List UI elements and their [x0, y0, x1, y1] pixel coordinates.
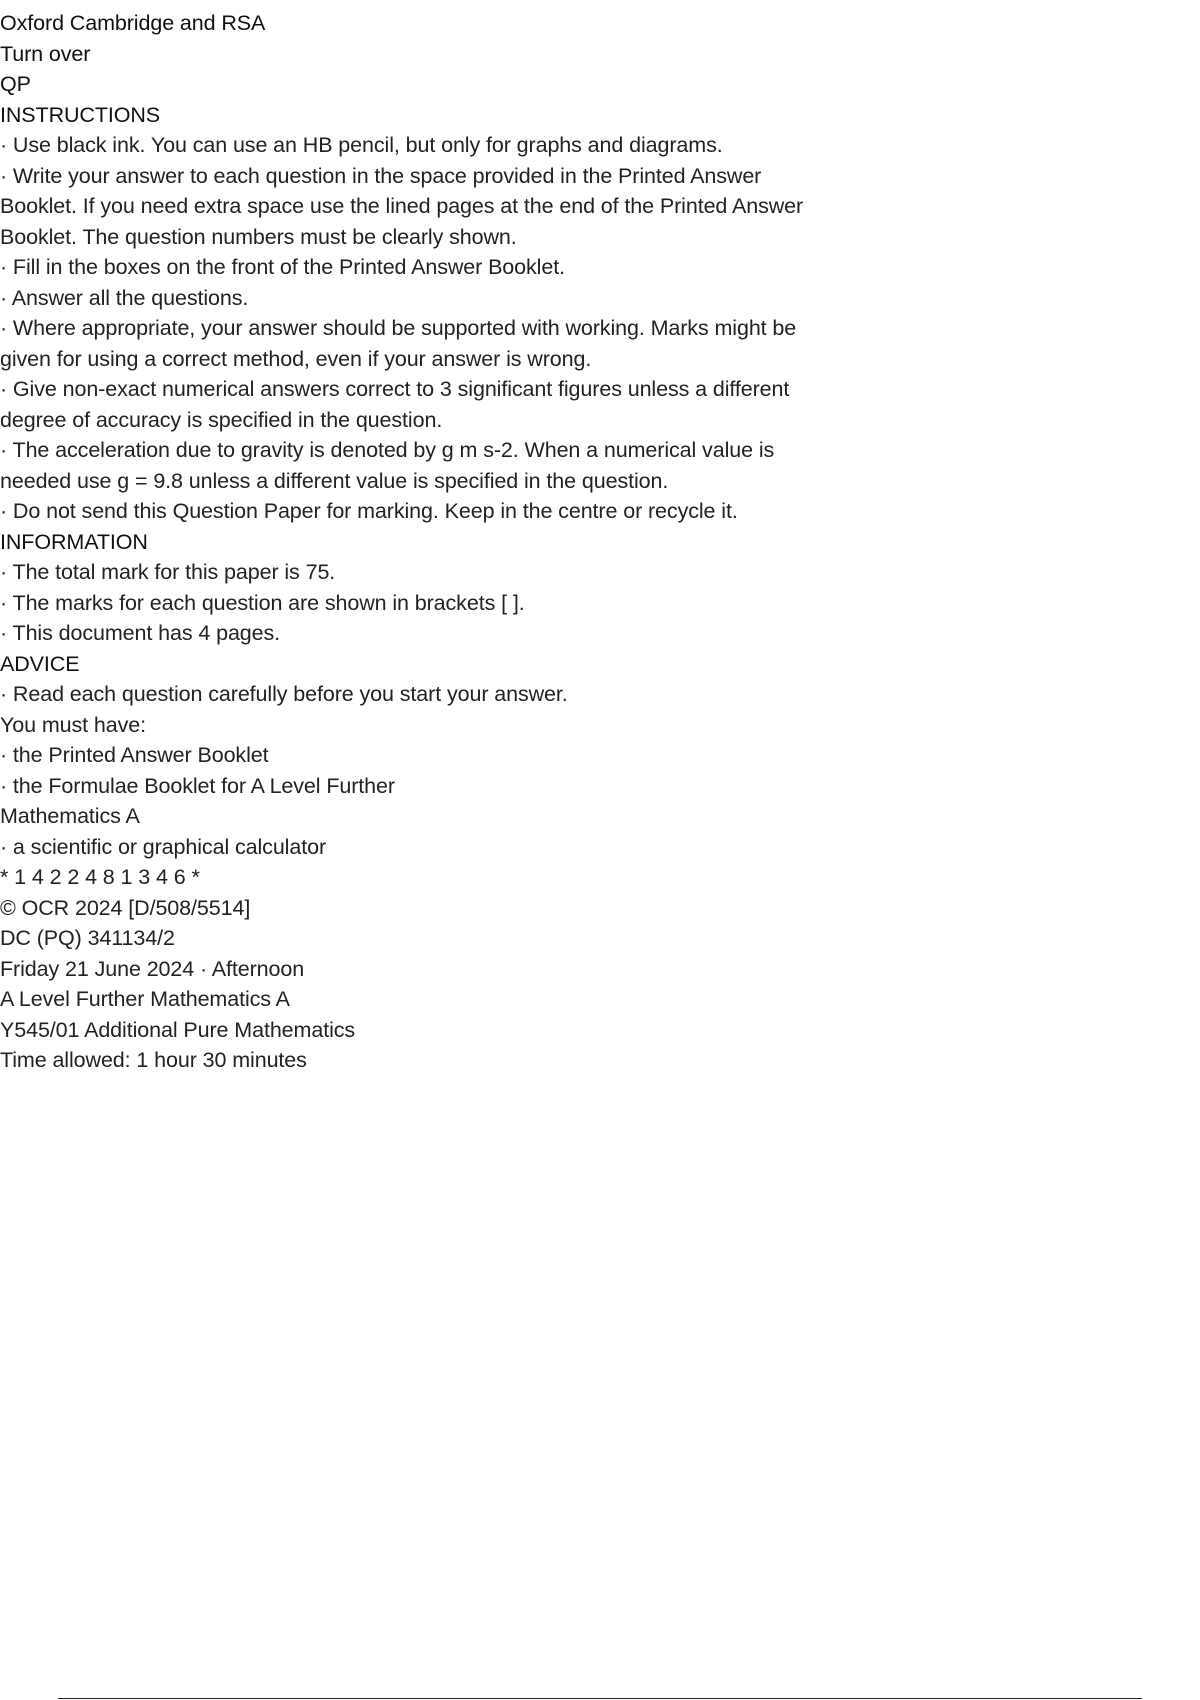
document-text-line: Mathematics A	[0, 804, 140, 828]
document-text-line: degree of accuracy is specified in the question.	[0, 407, 443, 432]
document-text-line: A Level Further Mathematics A	[0, 987, 290, 1011]
document-text-line: * 1 4 2 2 4 8 1 3 4 6 *	[0, 865, 200, 889]
document-heading-line: Turn over	[0, 41, 91, 66]
document-text-line: · Do not send this Question Paper for marking. Keep in the centre or recycle it.	[0, 499, 738, 523]
document-text-line: · a scientific or graphical calculator	[0, 834, 327, 859]
document-text-line: given for using a correct method, even if your answer is wrong.	[0, 346, 592, 371]
document-text-line: · the Printed Answer Booklet	[0, 743, 269, 767]
document-text-line: · This document has 4 pages.	[0, 621, 281, 645]
document-text-line: · Give non-exact numerical answers correct to 3 significant figures unless a different	[0, 377, 790, 401]
document-heading-line: Oxford Cambridge and RSA	[0, 11, 266, 35]
document-text-line: · Fill in the boxes on the front of the Printed Answer Booklet.	[0, 255, 565, 279]
document-text-line: · Write your answer to each question in the space provided in the Printed Answer	[0, 163, 762, 188]
document-heading-line: INSTRUCTIONS	[0, 102, 161, 127]
document-text-line: Booklet. The question numbers must be clearly shown.	[0, 224, 517, 249]
document-text-line: Friday 21 June 2024 · Afternoon	[0, 956, 305, 981]
document-text-line: Time allowed: 1 hour 30 minutes	[0, 1048, 307, 1072]
document-text-line: · The marks for each question are shown in brackets [ ].	[0, 590, 525, 615]
document-text-line: · Answer all the questions.	[0, 285, 249, 310]
document-text-line: · Read each question carefully before you start your answer.	[0, 682, 568, 706]
document-text-line: · the Formulae Booklet for A Level Further	[0, 773, 395, 798]
document-text-line: © OCR 2024 [D/508/5514]	[0, 895, 251, 920]
document-text-line: You must have:	[0, 712, 147, 737]
document-heading-line: ADVICE	[0, 651, 80, 676]
bottom-divider	[58, 1698, 1142, 1699]
document-text-line: Y545/01 Additional Pure Mathematics	[0, 1017, 356, 1042]
document-text-line: DC (PQ) 341134/2	[0, 926, 175, 950]
document-text	[0, 8, 860, 1076]
document-text-line: · Use black ink. You can use an HB pencil, but only for graphs and diagrams.	[0, 133, 723, 157]
document-text-line: · Where appropriate, your answer should be supported with working. Marks might be	[0, 316, 797, 340]
document-text-line: needed use g = 9.8 unless a different value is specified in the question.	[0, 468, 669, 493]
document-text-line: · The total mark for this paper is 75.	[0, 560, 336, 584]
document-heading-line: QP	[0, 72, 31, 96]
document-text-line: Booklet. If you need extra space use the lined pages at the end of the Printed Answer	[0, 194, 804, 218]
document-heading-line: INFORMATION	[0, 529, 148, 554]
document-text-line: · The acceleration due to gravity is denoted by g m s-2. When a numerical value is	[0, 438, 775, 462]
